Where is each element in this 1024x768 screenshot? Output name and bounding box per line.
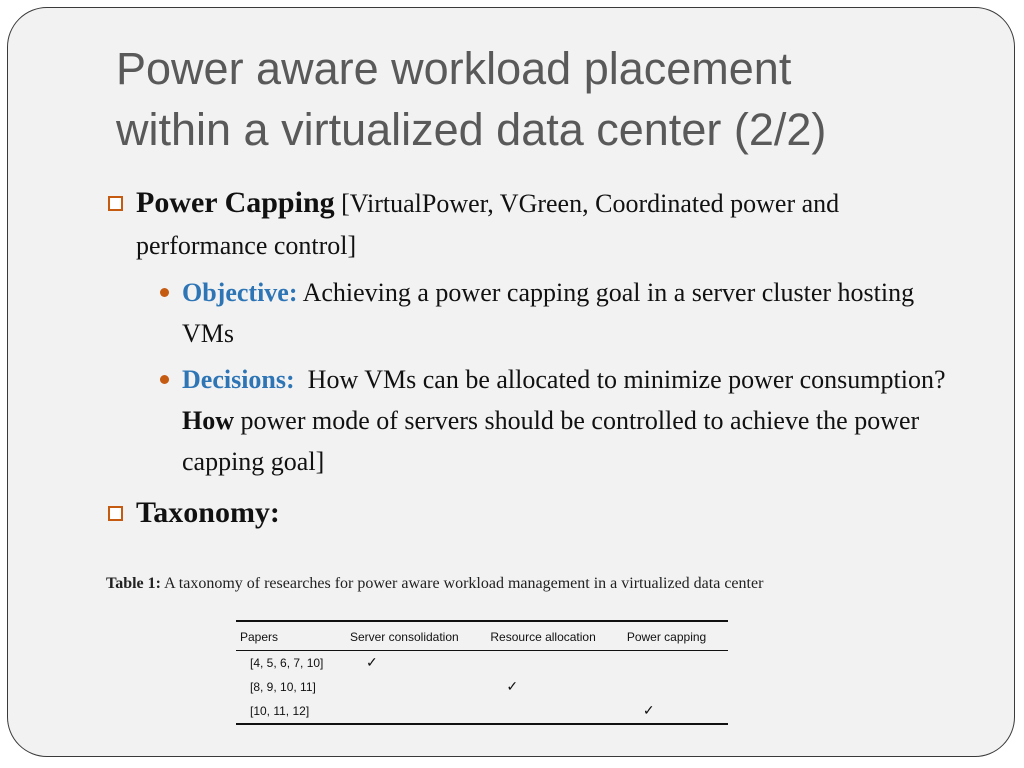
column-header-resource-allocation: Resource allocation: [486, 621, 622, 651]
table-caption: [106, 575, 906, 593]
round-bullet-icon: [160, 375, 169, 384]
decisions-text-1: How VMs can be allocated to minimize power consumption?: [294, 365, 952, 394]
taxonomy-heading: Taxonomy:: [136, 496, 280, 529]
slide-body: [108, 182, 968, 535]
table-caption-text: A taxonomy of researches for power aware workload management in a virtualized data center: [160, 575, 764, 592]
objective-text: Achieving a power capping goal in a server cluster hosting VMs: [182, 278, 915, 348]
square-bullet-icon: [108, 196, 123, 211]
title-line-1: Power aware workload placement: [116, 43, 792, 94]
bullet-taxonomy: [108, 492, 968, 535]
column-header-power-capping: Power capping: [623, 621, 728, 651]
title-line-2: within a virtualized data center (2/2): [116, 104, 827, 155]
table-row: [236, 699, 728, 724]
square-bullet-icon: [108, 506, 123, 521]
checkmark-icon: ✓: [642, 702, 655, 718]
table-cell: [623, 675, 728, 699]
table-cell: [346, 699, 486, 724]
taxonomy-table: [236, 620, 728, 725]
table-cell: [623, 651, 728, 676]
power-capping-heading: Power Capping: [136, 186, 335, 219]
column-header-server-consolidation: Server consolidation: [346, 621, 486, 651]
decisions-label: Decisions:: [182, 365, 295, 394]
table-row: [236, 651, 728, 676]
checkmark-icon: ✓: [506, 678, 519, 694]
bullet-power-capping: [108, 182, 968, 267]
table-cell: [486, 651, 622, 676]
decisions-text-2: power mode of servers should be controlled to achieve the power capping goal]: [182, 406, 920, 476]
table-header-row: [236, 621, 728, 651]
round-bullet-icon: [160, 288, 169, 297]
objective-label: Objective:: [182, 278, 298, 307]
paper-refs-cell: [8, 9, 10, 11]: [250, 679, 316, 694]
table-cell: [346, 675, 486, 699]
power-capping-refs: [VirtualPower, VGreen, Coordinated power and performance control]: [136, 189, 840, 260]
sub-bullet-objective: [160, 272, 968, 354]
decisions-bold-how: How: [182, 406, 234, 435]
checkmark-icon: ✓: [365, 654, 378, 670]
paper-refs-cell: [10, 11, 12]: [250, 703, 310, 718]
paper-refs-cell: [4, 5, 6, 7, 10]: [250, 655, 324, 670]
table-cell: [486, 699, 622, 724]
sub-bullet-decisions: [160, 359, 968, 482]
column-header-papers: Papers: [236, 621, 346, 651]
table-row: [236, 675, 728, 699]
slide-title: [116, 38, 976, 160]
table-caption-label: Table 1:: [106, 575, 161, 592]
